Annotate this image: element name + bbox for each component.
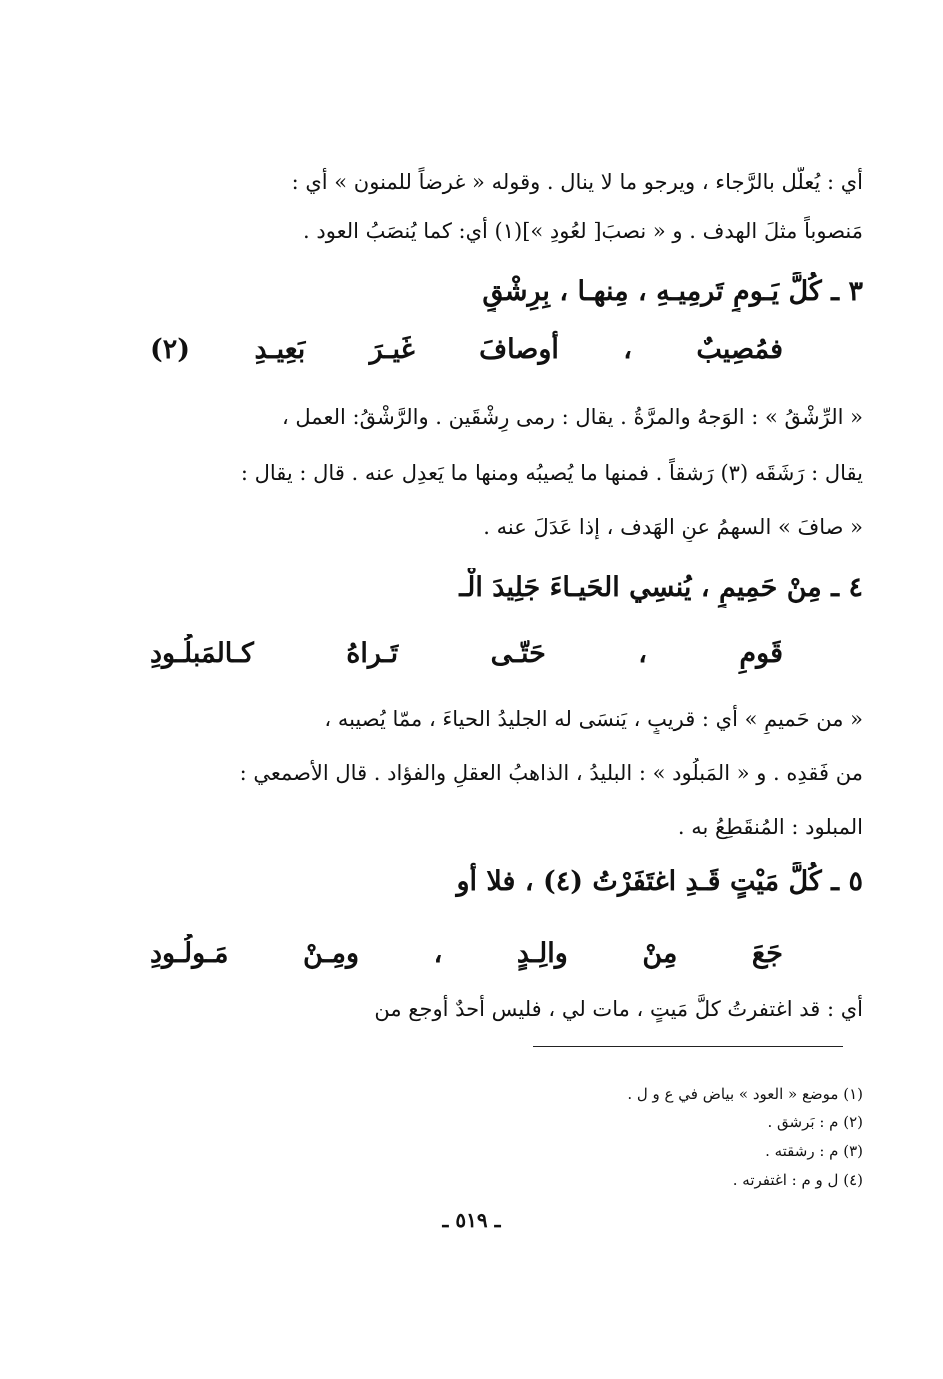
verse-hemistich-first: ٤ ـ مِنْ حَمِيمٍ ، يُنسِي الحَيـاءَ جَلِيدَ الْـ — [459, 572, 863, 603]
verse-hemistich-second: فمُصِيبٌ ، أوصافَ غَيـرَ بَعِيـدِ (٢) — [150, 334, 783, 365]
footnote: (٤) ل و م : اغتفرته . — [732, 1171, 863, 1189]
commentary-line: يقال : رَشَقَه (٣) رَشقاً . فمنها ما يُصيبُه ومنها ما يَعدِل عنه . قال : يقال : — [240, 461, 863, 485]
footnote-divider — [533, 1046, 843, 1047]
verse-hemistich-first: ٣ ـ كُلَّ يَـومٍ تَرمِيـهِ ، مِنهـا ، بِرِشْقٍ — [482, 276, 863, 307]
verse-hemistich-first: ٥ ـ كُلَّ مَيْتٍ قَـدِ اغتَفَرْتُ (٤) ، فلا أو — [456, 866, 863, 897]
commentary-line: « من حَميمٍ » أي : قريبٍ ، يَنسَى له الجليدُ الحياءَ ، ممّا يُصيبه ، — [324, 707, 863, 731]
commentary-line: المبلود : المُنقَطِعُ به . — [677, 815, 863, 839]
commentary-line: أي : قد اغتفرتُ كلَّ مَيتٍ ، مات لي ، فليس أحدٌ أوجع من — [374, 997, 863, 1021]
footnote: (٣) م : رشقته . — [765, 1142, 863, 1160]
verse-hemistich-second: قَومِ ، حَتّـى تَـراهُ كـالمَبلُـودِ — [150, 638, 783, 669]
commentary-line: من فَقدِه . و « المَبلُود » : البليدُ ، الذاهبُ العقلِ والفؤاد . قال الأصمعي : — [239, 761, 863, 785]
commentary-line: « صافَ » السهمُ عنِ الهَدف ، إذا عَدَلَ عنه . — [483, 515, 863, 539]
footnote: (٢) م : بَرشق . — [767, 1113, 863, 1131]
page-number: ـ ٥١٩ ـ — [442, 1208, 501, 1232]
commentary-line: « الرِّشْقُ » : الوَجهُ والمرَّةُ . يقال : رمى رِشْقَين . والرَّشْقُ: العمل ، — [281, 405, 863, 429]
commentary-line: مَنصوباً مثلَ الهدف . و « نصبَ[ لعُودِ »](١) أي: كما يُنصَبُ العود . — [303, 219, 863, 243]
commentary-line: أي : يُعلَّل بالرَّجاء ، ويرجو ما لا ينال . وقوله « غرضاً للمنون » أي : — [291, 170, 863, 194]
footnote: (١) موضع « العود » بياض في ع و ل . — [627, 1085, 863, 1103]
verse-hemistich-second: جَعَ مِنْ والِـدٍ ، ومِـنْ مَـولُـودِ — [150, 938, 783, 969]
